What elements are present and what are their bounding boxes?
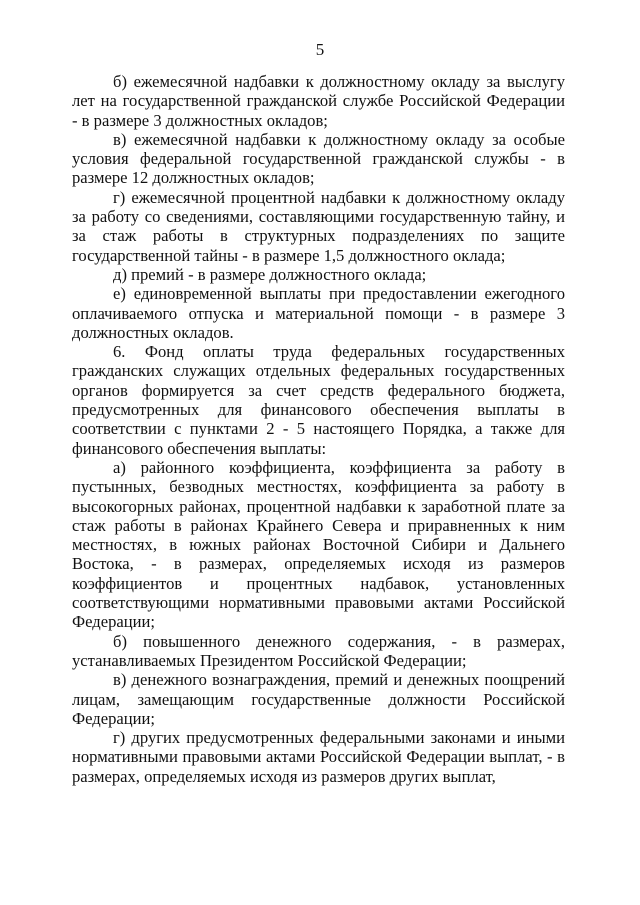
paragraph-v-special-conditions-allowance: в) ежемесячной надбавки к должностному окладу за особые условия федеральной государственной гражданской службы - в размере 12 должностных окладов; bbox=[72, 129, 565, 188]
paragraph-v-remuneration: в) денежного вознаграждения, премий и денежных поощрений лицам, замещающим государственные должности Российской Федерации; bbox=[72, 670, 565, 728]
paragraph-b-increased-salary: б) повышенного денежного содержания, - в размерах, устанавливаемых Президентом Российской Федерации; bbox=[72, 631, 565, 670]
paragraph-a-regional-coefficient: а) районного коэффициента, коэффициента за работу в пустынных, безводных местностях, коэффициента за работу в высокогорных районах, процентной надбавки к заработной плате за стаж работы в районах Крайнего Севера и приравненных к ним местностях, в южных районах Восточной Сибири и Дальнего Востока, - в размерах, определяемых исходя из размеров коэффициентов и процентных надбавок, установленных соответствующими нормативными правовыми актами Российской Федерации; bbox=[72, 457, 565, 632]
paragraph-g-state-secret-allowance: г) ежемесячной процентной надбавки к должностному окладу за работу со сведениями, составляющими государственную тайну, и за стаж работы в структурных подразделениях по защите государственной тайны - в размере 1,5 должностного оклада; bbox=[72, 187, 565, 265]
paragraph-b-seniority-allowance: б) ежемесячной надбавки к должностному окладу за выслугу лет на государственной гражданской службе Российской Федерации - в размере 3 должностных окладов; bbox=[72, 72, 565, 130]
paragraph-d-bonuses: д) премий - в размере должностного оклада; bbox=[113, 264, 427, 284]
paragraph-6-payroll-fund: 6. Фонд оплаты труда федеральных государственных гражданских служащих отдельных федеральных государственных органов формируется за счет средств федерального бюджета, предусмотренных для финансового обеспечения выплаты в соответствии с пунктами 2 - 5 настоящего Порядка, а также для финансового обеспечения выплаты: bbox=[72, 342, 565, 458]
paragraph-e-leave-payment: е) единовременной выплаты при предоставлении ежегодного оплачиваемого отпуска и материальной помощи - в размере 3 должностных окладов. bbox=[72, 284, 565, 342]
document-body bbox=[72, 72, 565, 786]
paragraph-g-other-payments: г) других предусмотренных федеральными законами и иными нормативными правовыми актами Российской Федерации выплат, - в размерах, определяемых исходя из размеров других выплат, bbox=[72, 728, 565, 786]
page-number: 5 bbox=[315, 40, 325, 59]
